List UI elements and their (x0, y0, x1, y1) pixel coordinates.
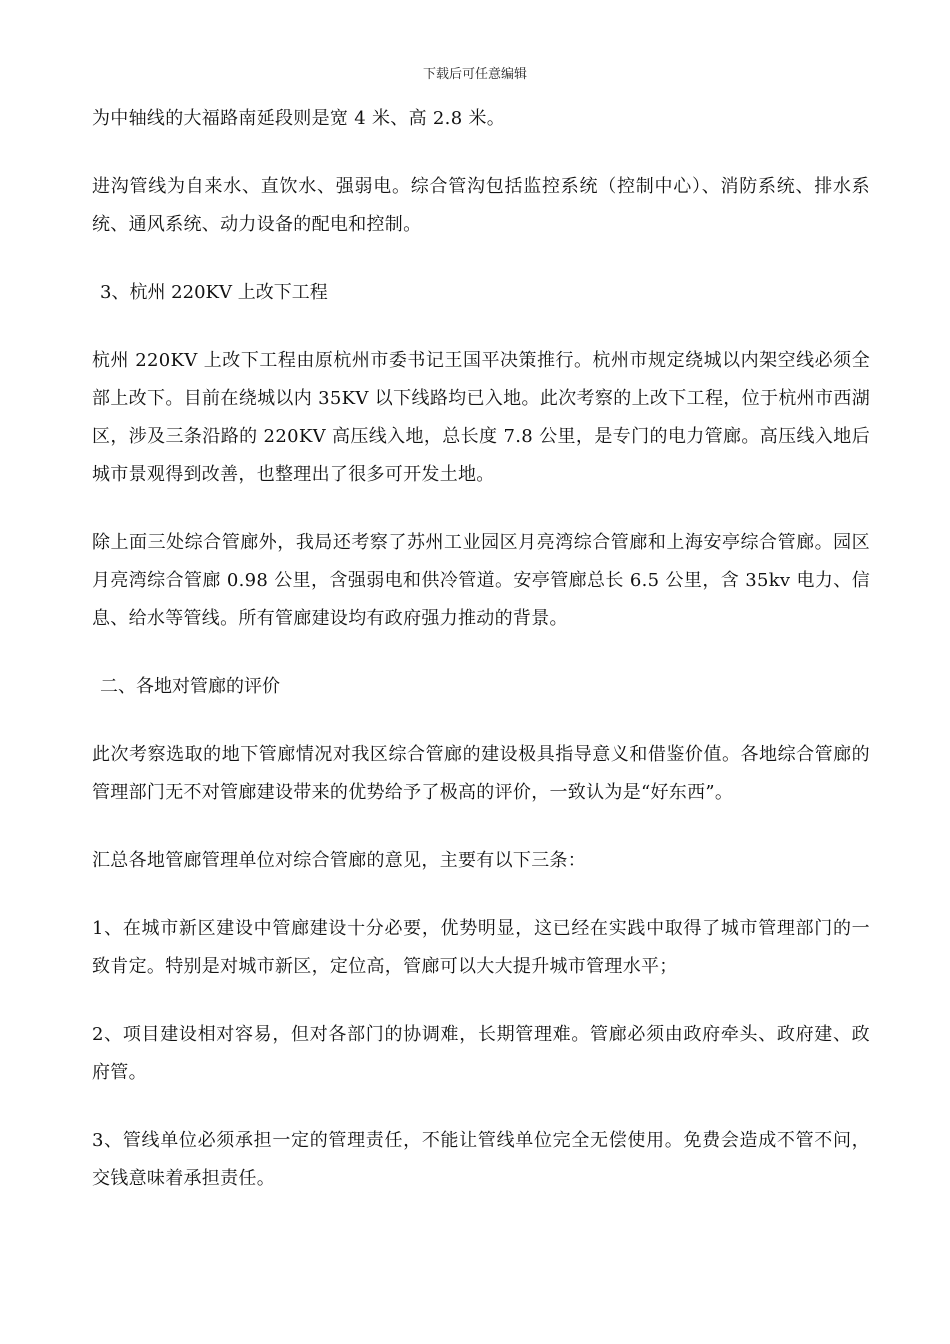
paragraph-opinion-2: 2、项目建设相对容易，但对各部门的协调难，长期管理难。管廊必须由政府牵头、政府建、政府管。 (92, 1024, 870, 1083)
paragraph-pipelines: 进沟管线为自来水、直饮水、强弱电。综合管沟包括监控系统（控制中心）、消防系统、排水系统、通风系统、动力设备的配电和控制。 (92, 176, 870, 235)
heading-hangzhou-project: 3、杭州 220KV 上改下工程 (100, 282, 328, 303)
paragraph-opinions-intro: 汇总各地管廊管理单位对综合管廊的意见，主要有以下三条： (92, 850, 587, 871)
paragraph-opinion-1: 1、在城市新区建设中管廊建设十分必要，优势明显，这已经在实践中取得了城市管理部门的一致肯定。特别是对城市新区，定位高，管廊可以大大提升城市管理水平； (92, 918, 870, 977)
document-body (92, 100, 870, 1228)
heading-evaluation: 二、各地对管廊的评价 (100, 676, 280, 697)
paragraph-road-dimensions: 为中轴线的大福路南延段则是宽 4 米、高 2.8 米。 (92, 108, 506, 129)
paragraph-evaluation-summary: 此次考察选取的地下管廊情况对我区综合管廊的建设极具指导意义和借鉴价值。各地综合管廊的管理部门无不对管廊建设带来的优势给予了极高的评价，一致认为是“好东西”。 (92, 744, 870, 803)
paragraph-other-corridors: 除上面三处综合管廊外，我局还考察了苏州工业园区月亮湾综合管廊和上海安亭综合管廊。园区月亮湾综合管廊 0.98 公里，含强弱电和供冷管道。安亭管廊总长 6.5 公里，含 35kv 电力、信息、给水等管线。所有管廊建设均有政府强力推动的背景。 (92, 532, 870, 629)
page-header-note: 下载后可任意编辑 (422, 67, 527, 82)
paragraph-opinion-3: 3、管线单位必须承担一定的管理责任，不能让管线单位完全无偿使用。免费会造成不管不问，交钱意味着承担责任。 (92, 1130, 870, 1189)
paragraph-hangzhou-details: 杭州 220KV 上改下工程由原杭州市委书记王国平决策推行。杭州市规定绕城以内架空线必须全部上改下。目前在绕城以内 35KV 以下线路均已入地。此次考察的上改下工程，位于杭州市西湖区，涉及三条沿路的 220KV 高压线入地，总长度 7.8 公里，是专门的电力管廊。高压线入地后城市景观得到改善，也整理出了很多可开发土地。 (92, 350, 870, 485)
